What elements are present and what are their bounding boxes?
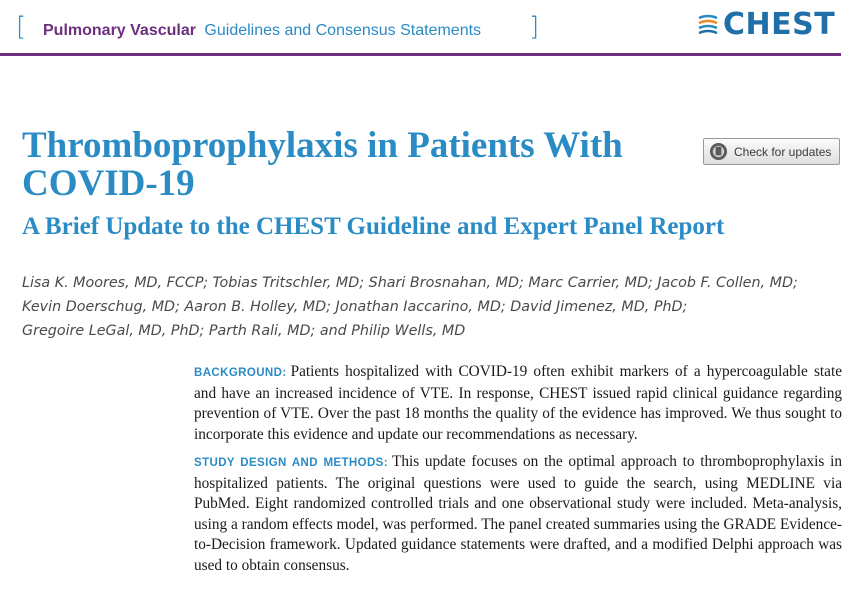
author-line: Lisa K. Moores, MD, FCCP; Tobias Tritschler, MD; Shari Brosnahan, MD; Marc Carrier, MD; Jacob F. Collen, MD; — [22, 275, 798, 291]
background-text: Patients hospitalized with COVID-19 often exhibit markers of a hypercoagulable state and have an increased incidence of VTE. In response, CHEST issued rapid clinical guidance regarding prevention of VTE. Over the past 18 months the quality of the evidence has improved. We thus sought to incorporate this evidence and update our recommendations as necessary. — [194, 363, 842, 443]
bracket-left: [ — [16, 12, 27, 42]
author-line: Kevin Doerschug, MD; Aaron B. Holley, MD; Jonathan Iaccarino, MD; David Jimenez, MD, PhD; — [22, 299, 688, 315]
header-divider — [0, 53, 841, 56]
abstract — [194, 362, 842, 583]
chest-logo-icon — [697, 14, 719, 36]
section-title — [43, 21, 481, 41]
methods-text: This update focuses on the optimal approach to thromboprophylaxis in hospitalized patients. The original questions were used to guide the search, using MEDLINE via PubMed. Eight randomized controlled trials and one observational study were included. Meta-analysis, using a random effects model, was performed. The panel created summaries using the GRADE Evidence-to-Decision framework. Updated guidance statements were drafted, and a modified Delphi approach was used to obtain consensus. — [194, 453, 842, 574]
section-subcategory: Guidelines and Consensus Statements — [204, 22, 482, 39]
author-line: Gregoire LeGal, MD, PhD; Parth Rali, MD; and Philip Wells, MD — [22, 323, 466, 339]
bracket-right: ] — [529, 12, 540, 42]
journal-header — [0, 0, 865, 56]
background-label: BACKGROUND: — [194, 367, 287, 379]
article-subtitle: A Brief Update to the CHEST Guideline and Expert Panel Report — [22, 213, 725, 240]
brand-name: CHEST — [723, 7, 836, 42]
check-for-updates-button[interactable] — [703, 138, 840, 165]
abstract-methods — [194, 452, 842, 576]
check-for-updates-label: Check for updates — [734, 144, 832, 159]
section-category: Pulmonary Vascular — [43, 22, 196, 39]
methods-label: STUDY DESIGN AND METHODS: — [194, 457, 388, 469]
journal-brand[interactable] — [697, 8, 835, 42]
check-updates-icon — [709, 142, 728, 161]
abstract-background — [194, 362, 842, 445]
author-list — [22, 271, 842, 343]
article-title: Thromboprophylaxis in Patients With COVID-19 — [22, 125, 623, 204]
